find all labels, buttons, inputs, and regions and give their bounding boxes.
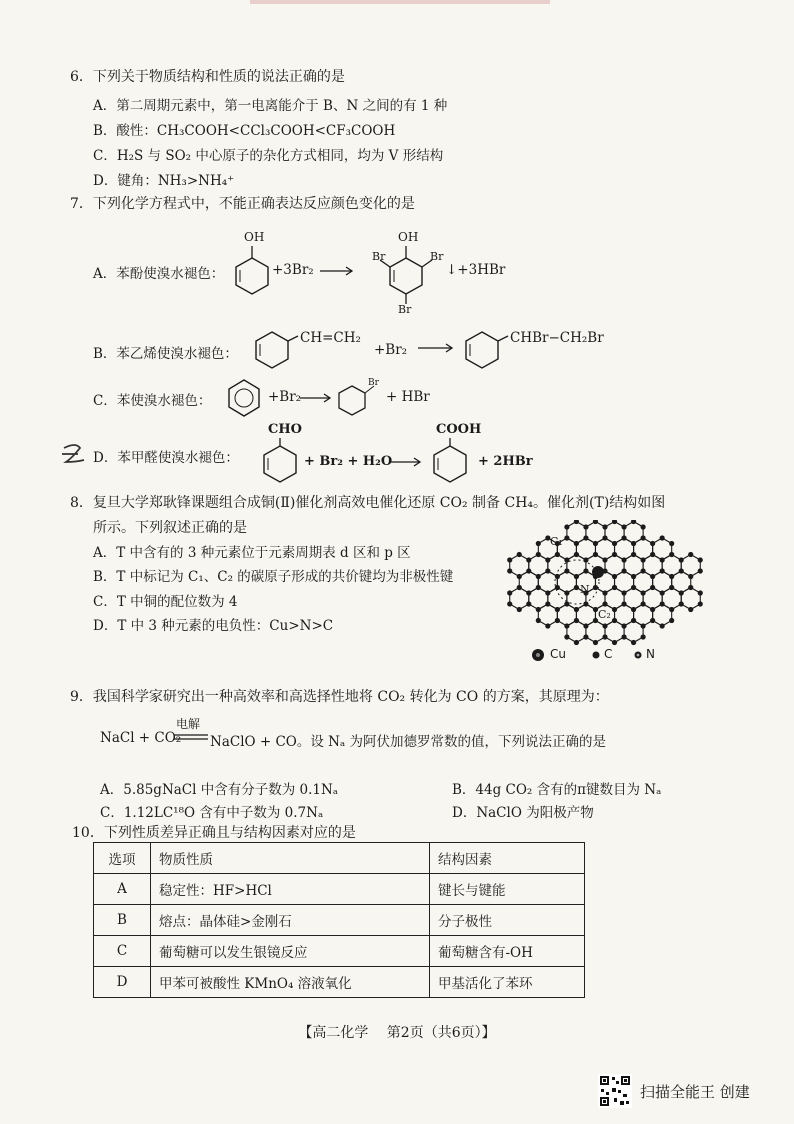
- carbon-atom: [545, 568, 550, 573]
- carbon-atom: [583, 557, 588, 562]
- q8-stem-line2: 所示。下列叙述正确的是: [93, 520, 247, 536]
- carbon-atom: [564, 568, 569, 573]
- table-cell: A: [94, 874, 151, 905]
- carbon-atom: [641, 623, 646, 628]
- q8-option-d: D．T 中 3 种元素的电负性：Cu>N>C: [93, 618, 334, 634]
- legend-n: N: [646, 647, 655, 661]
- qr-code-icon: [598, 1074, 632, 1108]
- carbon-atom: [507, 590, 512, 595]
- table-cell: 甲苯可被酸性 KMnO₄ 溶液氧化: [151, 967, 430, 998]
- carbon-atom: [526, 590, 531, 595]
- q10-table: [93, 842, 585, 998]
- carbon-atom: [631, 640, 636, 645]
- table-cell: C: [94, 936, 151, 967]
- scanner-watermark: [598, 1074, 750, 1108]
- q7-stem: 7．下列化学方程式中，不能正确表达反应颜色变化的是: [70, 196, 415, 212]
- carbon-atom: [612, 618, 617, 623]
- carbon-atom: [545, 601, 550, 606]
- carbon-atom: [564, 557, 569, 562]
- carbon-atom: [631, 618, 636, 623]
- table-cell: 葡萄糖含有-OH: [430, 936, 585, 967]
- carbon-atom: [688, 607, 693, 612]
- carbon-atom: [583, 634, 588, 639]
- carbon-atom: [555, 574, 560, 579]
- q9-equation-left: NaCl + CO₂: [100, 730, 182, 746]
- q9-equation-condition: 电解: [176, 717, 201, 731]
- carbon-atom: [517, 607, 522, 612]
- q9-equation-right: NaClO + CO。设 Nₐ 为阿伏加德罗常数的值，下列说法正确的是: [210, 734, 606, 750]
- carbon-atom: [621, 590, 626, 595]
- q7a-br-left: Br: [372, 250, 386, 263]
- carbon-atom: [574, 618, 579, 623]
- carbon-atom: [641, 634, 646, 639]
- q7d-product: + 2HBr: [478, 454, 533, 469]
- carbon-atom: [641, 524, 646, 529]
- carbon-atom: [612, 574, 617, 579]
- carbon-atom: [688, 585, 693, 590]
- carbon-atom: [602, 623, 607, 628]
- q7c-product: + HBr: [386, 389, 430, 405]
- carbon-atom: [574, 607, 579, 612]
- table-row: [94, 967, 585, 998]
- table-header-row: [94, 843, 585, 874]
- table-cell: 葡萄糖可以发生银镜反应: [151, 936, 430, 967]
- carbon-atom: [526, 601, 531, 606]
- carbon-atom: [631, 574, 636, 579]
- q7-option-c-label: C．苯使溴水褪色：: [93, 393, 212, 409]
- carbon-atom: [583, 535, 588, 540]
- carbon-atom: [660, 535, 665, 540]
- table-header: 物质性质: [151, 843, 430, 874]
- carbon-atom: [574, 574, 579, 579]
- carbon-atom: [650, 585, 655, 590]
- carbon-atom: [621, 623, 626, 628]
- carbon-atom: [612, 552, 617, 557]
- table-cell: 熔点：晶体硅>金刚石: [151, 905, 430, 936]
- carbon-atom: [650, 607, 655, 612]
- q7c-br: Br: [368, 378, 379, 388]
- q6-option-b: B．酸性：CH₃COOH<CCl₃COOH<CF₃COOH: [93, 123, 396, 139]
- carbon-atom: [583, 524, 588, 529]
- carbon-atom: [593, 640, 598, 645]
- carbon-atom: [631, 541, 636, 546]
- carbon-atom: [650, 618, 655, 623]
- table-header: 选项: [94, 843, 151, 874]
- table-header: 结构因素: [430, 843, 585, 874]
- carbon-atom: [545, 623, 550, 628]
- carbon-atom: [507, 568, 512, 573]
- legend-c: C: [604, 647, 613, 661]
- table-cell: D: [94, 967, 151, 998]
- carbon-atom: [612, 541, 617, 546]
- q9-equals-sign: [174, 734, 208, 742]
- q7-option-d-label: D．苯甲醛使溴水褪色：: [93, 450, 239, 466]
- carbon-atom: [583, 623, 588, 628]
- q7-option-b-label: B．苯乙烯使溴水褪色：: [93, 346, 238, 362]
- table-row: [94, 905, 585, 936]
- q6-option-d: D．键角：NH₃>NH₄⁺: [93, 173, 235, 189]
- carbon-atom: [536, 541, 541, 546]
- table-row: [94, 874, 585, 905]
- carbon-atom: [526, 568, 531, 573]
- q8-option-b: B．T 中标记为 C₁、C₂ 的碳原子形成的共价键均为非极性键: [93, 569, 454, 585]
- q7d-cooh: COOH: [436, 422, 482, 437]
- carbon-atom: [574, 541, 579, 546]
- carbon-atom: [574, 520, 579, 524]
- q7a-reagent: +3Br₂: [272, 262, 314, 278]
- q9-option-a: A．5.85gNaCl 中含有分子数为 0.1Nₐ: [100, 782, 339, 798]
- carbon-atom: [621, 634, 626, 639]
- coordination-region: [555, 560, 599, 604]
- carbon-atom: [536, 618, 541, 623]
- carbon-atom: [602, 557, 607, 562]
- carbon-atom: [631, 520, 636, 524]
- q7b-reagent: +Br₂: [374, 342, 408, 358]
- q7a-product: ↓+3HBr: [446, 262, 506, 278]
- fig-label-n: N: [580, 583, 590, 596]
- carbon-atom: [660, 590, 665, 595]
- carbon-atom: [650, 552, 655, 557]
- q7d-cho: CHO: [268, 422, 302, 437]
- carbon-atom: [536, 607, 541, 612]
- carbon-atom: [631, 585, 636, 590]
- carbon-atom: [602, 524, 607, 529]
- carbon-atom: [698, 601, 703, 606]
- carbon-atom: [545, 590, 550, 595]
- carbon-atom: [669, 618, 674, 623]
- q7a-br-bottom: Br: [398, 303, 412, 316]
- carbon-atom: [679, 590, 684, 595]
- table-cell: 键长与键能: [430, 874, 585, 905]
- carbon-atom: [641, 590, 646, 595]
- carbon-atom: [574, 585, 579, 590]
- carbon-atom: [555, 585, 560, 590]
- carbon-atom: [679, 568, 684, 573]
- catalyst-structure-figure: [505, 520, 705, 648]
- carbon-atom: [621, 568, 626, 573]
- carbon-atom: [669, 607, 674, 612]
- carbon-atom: [507, 601, 512, 606]
- carbon-atom: [669, 585, 674, 590]
- carbon-atom: [698, 557, 703, 562]
- fig-label-c2: C₂: [598, 608, 611, 621]
- carbon-atom: [641, 601, 646, 606]
- carbon-atom: [650, 541, 655, 546]
- carbon-atom: [602, 590, 607, 595]
- table-cell: 甲基活化了苯环: [430, 967, 585, 998]
- page-footer: 【高二化学 第2页（共6页）】: [298, 1025, 496, 1041]
- q9-stem: 9．我国科学家研究出一种高效率和高选择性地将 CO₂ 转化为 CO 的方案，其原理为：: [70, 689, 609, 705]
- carbon-atom: [574, 640, 579, 645]
- carbon-atom: [669, 552, 674, 557]
- carbon-atom: [583, 568, 588, 573]
- carbon-atom: [593, 585, 598, 590]
- q7a-oh: OH: [244, 230, 265, 244]
- carbon-atom: [669, 574, 674, 579]
- q7a-br-right: Br: [430, 250, 444, 263]
- carbon-atom: [688, 574, 693, 579]
- carbon-atom: [536, 574, 541, 579]
- carbon-atom: [564, 634, 569, 639]
- legend-c-marker: [590, 649, 602, 661]
- carbon-atom: [536, 585, 541, 590]
- q8-stem-line1: 8．复旦大学郑耿锋课题组合成铜(Ⅱ)催化剂高效电催化还原 CO₂ 制备 CH₄。催化剂(T)结构如图: [70, 495, 666, 511]
- carbon-atom: [536, 552, 541, 557]
- carbon-atom: [545, 557, 550, 562]
- carbon-atom: [555, 607, 560, 612]
- q9-option-b: B．44g CO₂ 含有的π键数目为 Nₐ: [452, 782, 662, 798]
- carbon-atom: [612, 520, 617, 524]
- carbon-atom: [574, 552, 579, 557]
- q7c-equation-figure: [228, 378, 378, 420]
- carbon-atom: [564, 524, 569, 529]
- q6-option-c: C．H₂S 与 SO₂ 中心原子的杂化方式相同，均为 V 形结构: [93, 148, 444, 164]
- q7b-product: CHBr−CH₂Br: [510, 330, 604, 346]
- fig-label-c1: C₁: [550, 535, 563, 548]
- carbon-atom: [517, 552, 522, 557]
- q7a-product-oh: OH: [398, 230, 419, 244]
- q8-option-c: C．T 中铜的配位数为 4: [93, 594, 238, 610]
- carbon-atom: [564, 535, 569, 540]
- carbon-atom: [631, 607, 636, 612]
- carbon-atom: [698, 590, 703, 595]
- carbon-atom: [555, 552, 560, 557]
- carbon-atom: [517, 574, 522, 579]
- carbon-atom: [507, 557, 512, 562]
- carbon-atom: [641, 568, 646, 573]
- carbon-atom: [650, 574, 655, 579]
- carbon-atom: [679, 557, 684, 562]
- carbon-atom: [641, 535, 646, 540]
- carbon-atom: [669, 541, 674, 546]
- table-cell: B: [94, 905, 151, 936]
- carbon-atom: [602, 634, 607, 639]
- carbon-atom: [517, 585, 522, 590]
- legend-cu: Cu: [550, 647, 566, 661]
- carbon-atom: [602, 601, 607, 606]
- carbon-atom: [564, 601, 569, 606]
- handwritten-mark: [58, 440, 94, 470]
- carbon-atom: [593, 520, 598, 524]
- carbon-atom: [660, 601, 665, 606]
- carbon-atom: [631, 552, 636, 557]
- carbon-atom: [621, 557, 626, 562]
- carbon-atom: [660, 623, 665, 628]
- q7c-reagent: +Br₂: [268, 389, 302, 405]
- table-cell: 分子极性: [430, 905, 585, 936]
- carbon-atom: [602, 535, 607, 540]
- q9-option-d: D．NaClO 为阳极产物: [452, 805, 594, 821]
- q8-option-a: A．T 中含有的 3 种元素位于元素周期表 d 区和 p 区: [93, 545, 411, 561]
- q7d-reagent: + Br₂ + H₂O: [304, 454, 393, 469]
- carbon-atom: [564, 623, 569, 628]
- carbon-atom: [526, 557, 531, 562]
- table-cell: 稳定性：HF>HCl: [151, 874, 430, 905]
- q6-stem: 6．下列关于物质结构和性质的说法正确的是: [70, 69, 345, 85]
- q7-option-a-label: A．苯酚使溴水褪色：: [93, 266, 225, 282]
- carbon-atom: [555, 618, 560, 623]
- q10-stem: 10．下列性质差异正确且与结构因素对应的是: [72, 825, 356, 841]
- table-row: [94, 936, 585, 967]
- scanner-label: 扫描全能王 创建: [640, 1082, 750, 1101]
- carbon-atom: [688, 552, 693, 557]
- carbon-atom: [641, 557, 646, 562]
- q6-option-a: A．第二周期元素中，第一电离能介于 B、N 之间的有 1 种: [93, 98, 448, 114]
- carbon-atom: [621, 601, 626, 606]
- carbon-atom: [564, 590, 569, 595]
- carbon-atom: [660, 557, 665, 562]
- carbon-atom: [593, 541, 598, 546]
- carbon-atom: [621, 524, 626, 529]
- carbon-atom: [698, 568, 703, 573]
- legend-n-marker: [632, 649, 644, 661]
- carbon-atom: [593, 552, 598, 557]
- carbon-atom: [612, 585, 617, 590]
- q7b-substituent: CH=CH₂: [300, 330, 361, 346]
- carbon-atom: [612, 640, 617, 645]
- scan-mark: [250, 0, 550, 4]
- carbon-atom: [660, 568, 665, 573]
- carbon-atom: [621, 535, 626, 540]
- legend-cu-marker: [530, 647, 546, 663]
- carbon-atom: [679, 601, 684, 606]
- carbon-atom: [612, 607, 617, 612]
- q9-option-c: C．1.12LC¹⁸O 含有中子数为 0.7Nₐ: [100, 805, 324, 821]
